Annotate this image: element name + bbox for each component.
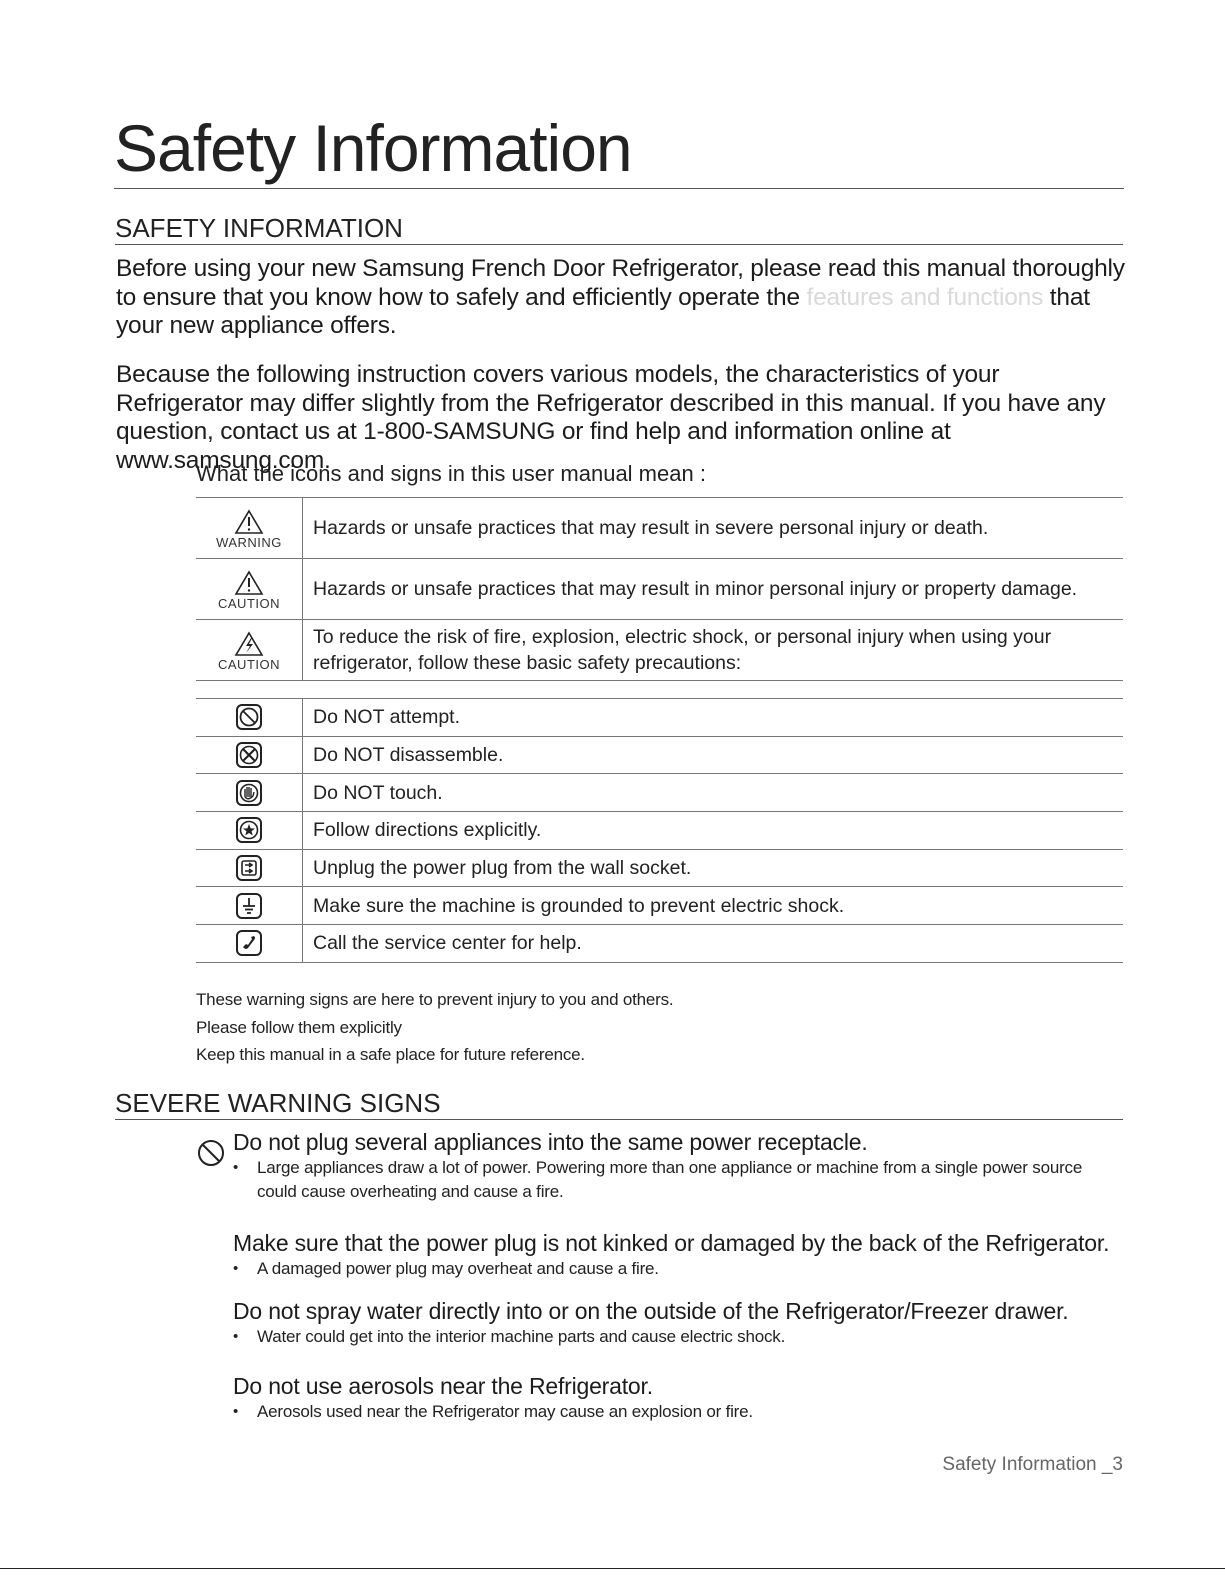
hazard-icon-cell [196, 620, 303, 681]
ground-icon [235, 892, 263, 920]
symbol-meaning-text: Unplug the power plug from the wall socket. [303, 849, 1124, 887]
caution-triangle-icon [234, 570, 264, 596]
hazard-icon-cell [196, 498, 303, 559]
hazard-level-label: WARNING [216, 535, 282, 550]
hazard-level-row [196, 559, 1123, 620]
warning-detail: • Water could get into the interior machine parts and cause electric shock. [233, 1325, 1113, 1349]
hazard-level-table [196, 497, 1123, 681]
warning-item [233, 1372, 1113, 1424]
symbol-meaning-text: Make sure the machine is grounded to prevent electric shock. [303, 887, 1124, 925]
footer-rule [0, 1568, 1225, 1569]
warning-triangle-icon [234, 509, 264, 535]
note-line: These warning signs are here to prevent injury to you and others. [196, 990, 674, 1009]
warning-detail: • Large appliances draw a lot of power. Powering more than one appliance or machine from a single power source could cause overheating and cause a fire. [233, 1156, 1113, 1204]
symbol-row [196, 887, 1123, 925]
hazard-level-row [196, 620, 1123, 681]
service-call-icon [235, 929, 263, 957]
symbol-row [196, 774, 1123, 812]
section-heading-severe-warning-signs: SEVERE WARNING SIGNS [115, 1087, 1123, 1120]
intro-paragraph-1 [116, 255, 1126, 341]
page-title: Safety Information [114, 108, 1124, 189]
note-line: Please follow them explicitly [196, 1017, 402, 1037]
symbol-icon-cell [196, 849, 303, 887]
symbol-meaning-table [196, 698, 1123, 963]
symbol-meaning-text: Follow directions explicitly. [303, 812, 1124, 850]
notes-block [196, 986, 673, 1069]
symbol-row [196, 925, 1123, 963]
no-disassemble-icon [235, 741, 263, 769]
hazard-level-text: Hazards or unsafe practices that may result in severe personal injury or death. [303, 498, 1124, 559]
symbol-icon-cell [196, 774, 303, 812]
warning-detail: • Aerosols used near the Refrigerator may cause an explosion or fire. [233, 1400, 1113, 1424]
icons-caption: What the icons and signs in this user manual mean : [196, 461, 706, 486]
no-touch-icon [235, 779, 263, 807]
warning-detail: • A damaged power plug may overheat and cause a fire. [233, 1257, 1113, 1281]
caution-electric-icon [234, 631, 264, 657]
symbol-icon-cell [196, 887, 303, 925]
hazard-level-text: Hazards or unsafe practices that may result in minor personal injury or property damage. [303, 559, 1124, 620]
page-footer: Safety Information _3 [942, 1454, 1123, 1475]
note-line: Keep this manual in a safe place for future reference. [196, 1045, 585, 1064]
symbol-icon-cell [196, 736, 303, 774]
follow-directions-icon [235, 816, 263, 844]
prohibited-icon [235, 703, 263, 731]
hazard-level-label: CAUTION [218, 657, 280, 672]
intro-text-part-b: that your new appliance offers. [116, 283, 1090, 339]
hazard-level-text: To reduce the risk of fire, explosion, electric shock, or personal injury when using your refrigerator, follow these basic safety precautions: [303, 620, 1124, 681]
intro-paragraph-2: Because the following instruction covers various models, the characteristics of your Refrigerator may differ slightly from the Refrigerator described in this manual. If you have any question, contact us at 1-800-SAMSUNG or find help and information online at www.samsung.com. [116, 361, 1106, 474]
warning-item [233, 1229, 1113, 1281]
intro-text-part-a: Before using your new Samsung French Door Refrigerator, please read this manual thoroughly to ensure that you know how to safely and efficiently operate the [116, 255, 1125, 311]
hazard-icon-cell [196, 559, 303, 620]
warning-heading: Do not plug several appliances into the same power receptacle. [233, 1129, 868, 1155]
symbol-meaning-text: Do NOT touch. [303, 774, 1124, 812]
unplug-icon [235, 854, 263, 882]
warning-heading: Do not use aerosols near the Refrigerator. [233, 1373, 653, 1399]
symbol-icon-cell [196, 925, 303, 963]
symbol-icon-cell [196, 812, 303, 850]
intro-faded-text: features and functions [806, 283, 1044, 311]
symbol-row [196, 736, 1123, 774]
symbol-meaning-text: Do NOT disassemble. [303, 736, 1124, 774]
warning-item [233, 1297, 1113, 1349]
symbol-meaning-text: Do NOT attempt. [303, 699, 1124, 737]
hazard-level-row [196, 498, 1123, 559]
symbol-icon-cell [196, 699, 303, 737]
warning-heading: Do not spray water directly into or on the outside of the Refrigerator/Freezer drawer. [233, 1298, 1069, 1324]
warning-heading: Make sure that the power plug is not kinked or damaged by the back of the Refrigerator. [233, 1230, 1110, 1256]
symbol-row [196, 812, 1123, 850]
section-heading-safety-information: SAFETY INFORMATION [115, 212, 1123, 245]
symbol-row [196, 849, 1123, 887]
symbol-meaning-text: Call the service center for help. [303, 925, 1124, 963]
prohibited-icon [196, 1138, 226, 1168]
symbol-row [196, 699, 1123, 737]
hazard-level-label: CAUTION [218, 596, 280, 611]
warning-item [233, 1128, 1113, 1204]
